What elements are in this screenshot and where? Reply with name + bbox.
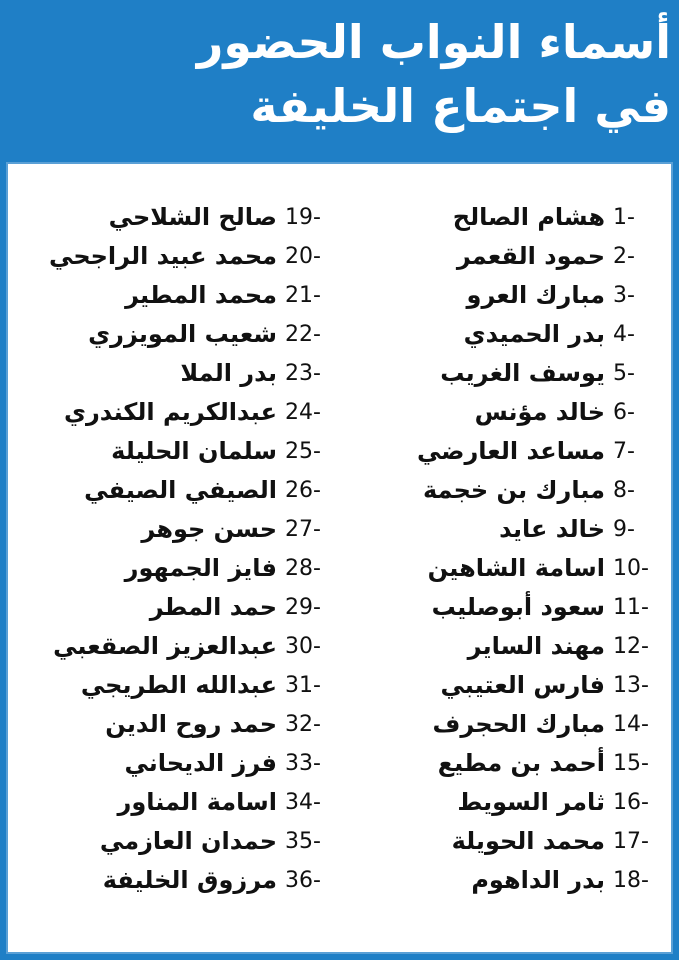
member-name: أحمد بن مطيع [437, 749, 605, 777]
item-number: 21- [285, 283, 321, 308]
member-name: فارس العتيبي [440, 671, 605, 699]
member-name: مهند الساير [467, 632, 605, 660]
list-item [351, 354, 651, 393]
member-name: اسامة المناور [117, 788, 277, 816]
list-item [351, 510, 651, 549]
list-item [351, 237, 651, 276]
title-line-1: أسماء النواب الحضور [196, 15, 671, 69]
member-name: سلمان الحليلة [111, 437, 277, 465]
item-number: 29- [285, 595, 321, 620]
item-number: 36- [285, 868, 321, 893]
item-number: 15- [613, 751, 649, 776]
list-item [23, 276, 323, 315]
member-name: مبارك العرو [466, 281, 605, 309]
member-name: صالح الشلاحي [108, 203, 277, 231]
member-name: ثامر السويط [457, 788, 605, 816]
item-number: 20- [285, 244, 321, 269]
list-item [23, 666, 323, 705]
item-number: 25- [285, 439, 321, 464]
member-name: مبارك الحجرف [432, 710, 605, 738]
names-panel [6, 162, 673, 954]
member-name: مساعد العارضي [417, 437, 605, 465]
list-item [23, 783, 323, 822]
item-number: 8- [613, 478, 635, 503]
list-item [351, 276, 651, 315]
item-number: 5- [613, 361, 635, 386]
member-name: الصيفي الصيفي [84, 476, 277, 504]
member-name: حمود القعمر [456, 242, 605, 270]
item-number: 32- [285, 712, 321, 737]
member-name: شعيب المويزري [88, 320, 277, 348]
list-item [23, 705, 323, 744]
item-number: 10- [613, 556, 649, 581]
member-name: مبارك بن خجمة [422, 476, 605, 504]
item-number: 31- [285, 673, 321, 698]
item-number: 2- [613, 244, 635, 269]
list-item [351, 198, 651, 237]
title-banner [0, 0, 679, 158]
list-item [351, 705, 651, 744]
names-column-right [351, 198, 651, 900]
member-name: فايز الجمهور [124, 554, 277, 582]
member-name: مرزوق الخليفة [102, 866, 277, 894]
list-item [351, 432, 651, 471]
item-number: 24- [285, 400, 321, 425]
list-item [351, 393, 651, 432]
list-item [23, 471, 323, 510]
item-number: 16- [613, 790, 649, 815]
item-number: 35- [285, 829, 321, 854]
member-name: هشام الصالح [452, 203, 605, 231]
list-item [351, 549, 651, 588]
member-name: عبدالله الطريجي [80, 671, 277, 699]
member-name: حمد روح الدين [105, 710, 277, 738]
item-number: 30- [285, 634, 321, 659]
list-item [351, 861, 651, 900]
list-item [351, 822, 651, 861]
title-line-2: في اجتماع الخليفة [250, 79, 671, 133]
member-name: سعود أبوصليب [431, 593, 605, 621]
list-item [351, 744, 651, 783]
list-item [23, 354, 323, 393]
list-item [23, 510, 323, 549]
list-item [23, 198, 323, 237]
item-number: 11- [613, 595, 649, 620]
member-name: حمد المطر [149, 593, 277, 621]
list-item [23, 432, 323, 471]
list-item [351, 783, 651, 822]
list-item [351, 627, 651, 666]
list-item [23, 627, 323, 666]
list-item [351, 666, 651, 705]
item-number: 23- [285, 361, 321, 386]
list-item [23, 237, 323, 276]
list-item [23, 744, 323, 783]
member-name: بدر الملا [180, 359, 277, 387]
list-item [351, 315, 651, 354]
member-name: فرز الديحاني [124, 749, 277, 777]
item-number: 6- [613, 400, 635, 425]
list-item [23, 588, 323, 627]
item-number: 19- [285, 205, 321, 230]
member-name: محمد عبيد الراجحي [49, 242, 277, 270]
member-name: محمد الحويلة [451, 827, 605, 855]
list-item [23, 393, 323, 432]
item-number: 7- [613, 439, 635, 464]
list-item [23, 315, 323, 354]
item-number: 12- [613, 634, 649, 659]
member-name: عبدالعزيز الصقعبي [53, 632, 277, 660]
list-item [23, 861, 323, 900]
item-number: 28- [285, 556, 321, 581]
item-number: 34- [285, 790, 321, 815]
item-number: 4- [613, 322, 635, 347]
item-number: 9- [613, 517, 635, 542]
item-number: 26- [285, 478, 321, 503]
member-name: عبدالكريم الكندري [63, 398, 277, 426]
member-name: اسامة الشاهين [427, 554, 605, 582]
member-name: خالد مؤنس [474, 398, 605, 426]
member-name: حسن جوهر [141, 515, 277, 543]
item-number: 22- [285, 322, 321, 347]
member-name: خالد عايد [499, 515, 605, 543]
item-number: 13- [613, 673, 649, 698]
item-number: 27- [285, 517, 321, 542]
item-number: 17- [613, 829, 649, 854]
member-name: بدر الحميدي [463, 320, 605, 348]
item-number: 3- [613, 283, 635, 308]
member-name: بدر الداهوم [471, 866, 605, 894]
list-item [23, 549, 323, 588]
member-name: حمدان العازمي [99, 827, 277, 855]
list-item [23, 822, 323, 861]
item-number: 1- [613, 205, 635, 230]
list-item [351, 471, 651, 510]
list-item [351, 588, 651, 627]
member-name: يوسف الغريب [440, 359, 605, 387]
names-column-left [23, 198, 323, 900]
member-name: محمد المطير [125, 281, 277, 309]
item-number: 18- [613, 868, 649, 893]
item-number: 33- [285, 751, 321, 776]
item-number: 14- [613, 712, 649, 737]
